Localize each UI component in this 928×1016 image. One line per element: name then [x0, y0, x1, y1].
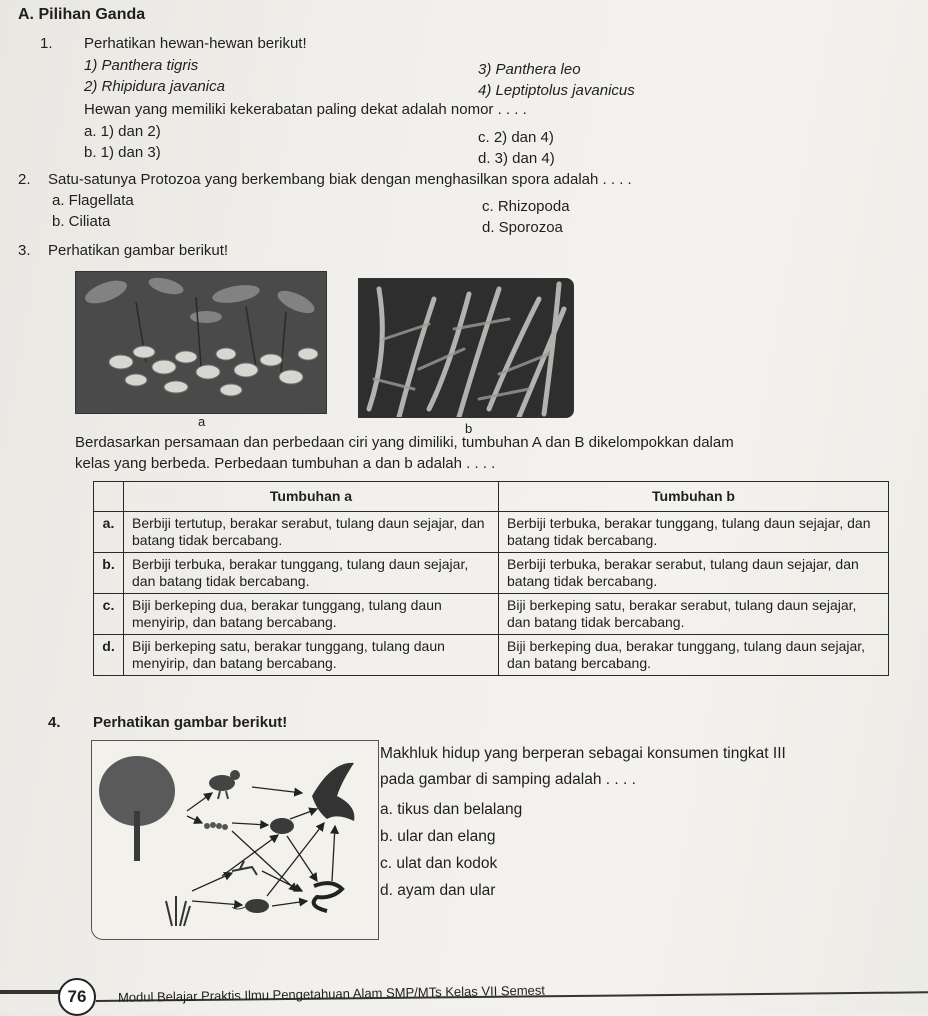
row-cell-a: Berbiji tertutup, berakar serabut, tulang daun sejajar, dan batang tidak bercabang.	[124, 512, 499, 553]
row-cell-b: Berbiji terbuka, berakar tunggang, tulang daun sejajar, dan batang tidak bercabang.	[499, 512, 889, 553]
q4-number: 4.	[48, 714, 61, 731]
q2-question: Satu-satunya Protozoa yang berkembang biak dengan menghasilkan spora adalah . . . .	[48, 171, 632, 188]
row-cell-b: Biji berkeping dua, berakar tunggang, tulang daun sejajar, dan batang bercabang.	[499, 635, 889, 676]
row-cell-b: Biji berkeping satu, berakar serabut, tulang daun sejajar, dan batang tidak bercabang.	[499, 594, 889, 635]
q2-number: 2.	[18, 171, 31, 188]
table-row[interactable]	[94, 512, 889, 553]
q1-prompt: Perhatikan hewan-hewan berikut!	[84, 35, 307, 52]
eagle-icon	[312, 763, 354, 821]
chicken-icon	[209, 770, 240, 799]
q1-number: 1.	[40, 35, 53, 52]
section-title: A. Pilihan Ganda	[18, 6, 146, 23]
q4-prompt: Perhatikan gambar berikut!	[93, 714, 288, 731]
q2-option-b[interactable]: b. Ciliata	[52, 213, 111, 230]
row-cell-a: Biji berkeping dua, berakar tunggang, tulang daun menyirip, dan batang bercabang.	[124, 594, 499, 635]
table-header-tumbuhan-b: Tumbuhan b	[499, 482, 889, 512]
q1-option-a[interactable]: a. 1) dan 2)	[84, 123, 161, 140]
food-web-illustration	[92, 741, 378, 939]
q1-item-4: 4) Leptiptolus javanicus	[478, 82, 635, 99]
table-header-tumbuhan-a: Tumbuhan a	[124, 482, 499, 512]
q3-question-line1: Berdasarkan persamaan dan perbedaan ciri yang dimiliki, tumbuhan A dan B dikelompokkan dalam	[75, 434, 734, 451]
food-web-arrows	[187, 787, 335, 906]
q2-option-c[interactable]: c. Rhizopoda	[482, 198, 570, 215]
q4-option-d[interactable]: d. ayam dan ular	[380, 882, 496, 899]
q4-question-line2: pada gambar di samping adalah . . . .	[380, 771, 636, 788]
q4-option-a[interactable]: a. tikus dan belalang	[380, 801, 523, 818]
table-header-row	[94, 482, 889, 512]
row-cell-a: Biji berkeping satu, berakar tunggang, tulang daun menyirip, dan batang bercabang.	[124, 635, 499, 676]
table-row[interactable]	[94, 553, 889, 594]
q2-option-d[interactable]: d. Sporozoa	[482, 219, 563, 236]
page-number: 76	[58, 978, 96, 1016]
q2-option-a[interactable]: a. Flagellata	[52, 192, 134, 209]
q4-option-c[interactable]: c. ulat dan kodok	[380, 855, 498, 872]
image-b-label: b	[465, 421, 473, 436]
q1-item-2: 2) Rhipidura javanica	[84, 78, 225, 95]
q1-option-c[interactable]: c. 2) dan 4)	[478, 129, 554, 146]
snake-icon	[314, 883, 342, 911]
q3-options-table	[93, 481, 889, 676]
food-web-diagram	[91, 740, 379, 940]
q3-prompt: Perhatikan gambar berikut!	[48, 242, 229, 259]
row-cell-a: Berbiji terbuka, berakar tunggang, tulang daun sejajar, dan batang tidak bercabang.	[124, 553, 499, 594]
row-letter: a.	[94, 512, 124, 553]
table-row[interactable]	[94, 594, 889, 635]
corn-plant-photo	[358, 278, 574, 418]
caterpillar-icon	[204, 822, 228, 830]
corn-plant-image	[359, 279, 573, 417]
footer-text: Modul Belajar Praktis Ilmu Pengetahuan Alam SMP/MTs Kelas VII Semest	[117, 982, 546, 1005]
image-a-label: a	[198, 414, 206, 429]
table-header-empty	[94, 482, 124, 512]
row-letter: c.	[94, 594, 124, 635]
row-letter: d.	[94, 635, 124, 676]
table-row[interactable]	[94, 635, 889, 676]
row-letter: b.	[94, 553, 124, 594]
q4-option-b[interactable]: b. ular dan elang	[380, 828, 496, 845]
q1-option-b[interactable]: b. 1) dan 3)	[84, 144, 161, 161]
footer-rule-left	[0, 990, 60, 994]
q4-question-line1: Makhluk hidup yang berperan sebagai konsumen tingkat III	[380, 745, 786, 762]
q1-option-d[interactable]: d. 3) dan 4)	[478, 150, 555, 167]
row-cell-b: Berbiji terbuka, berakar serabut, tulang daun sejajar, dan batang tidak bercabang.	[499, 553, 889, 594]
peanut-plant-image	[76, 272, 326, 413]
q1-question: Hewan yang memiliki kekerabatan paling dekat adalah nomor . . . .	[84, 101, 527, 118]
q3-question-line2: kelas yang berbeda. Perbedaan tumbuhan a dan b adalah . . . .	[75, 455, 496, 472]
q1-item-3: 3) Panthera leo	[478, 61, 581, 78]
tree-icon	[99, 756, 175, 861]
mouse-icon	[232, 899, 269, 913]
frog-icon	[270, 818, 294, 834]
grasshopper-icon	[232, 861, 257, 875]
grass-icon	[166, 896, 190, 926]
peanut-plant-photo	[75, 271, 327, 414]
q3-number: 3.	[18, 242, 31, 259]
q1-item-1: 1) Panthera tigris	[84, 57, 199, 74]
